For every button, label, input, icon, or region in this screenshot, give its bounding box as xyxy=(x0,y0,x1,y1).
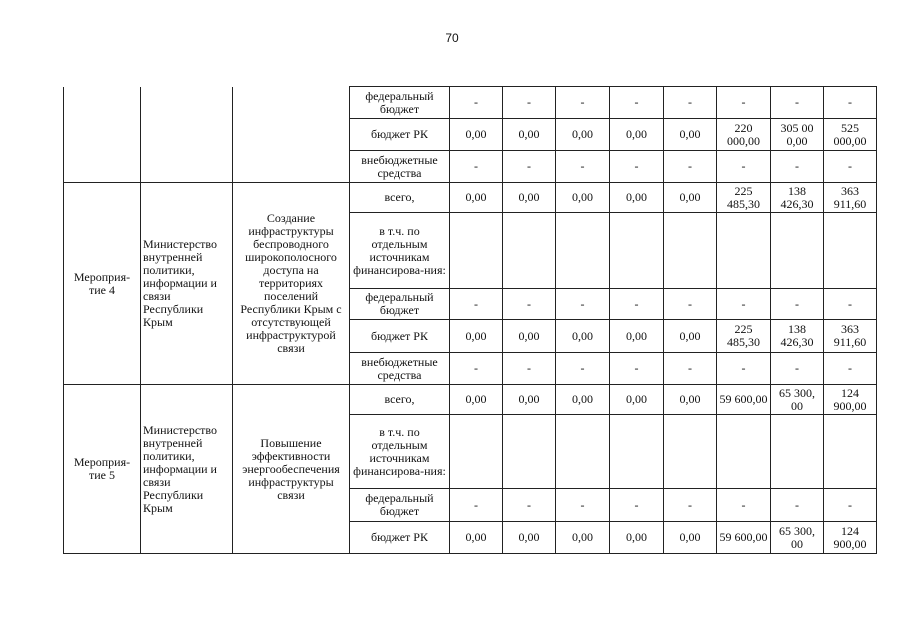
value-cell: - xyxy=(664,87,717,119)
value-cell: - xyxy=(717,489,771,522)
value-cell: 225 485,30 xyxy=(717,183,771,213)
value-cell: 0,00 xyxy=(610,385,664,415)
value-cell: - xyxy=(503,87,556,119)
value-cell: - xyxy=(556,353,610,385)
value-cell: - xyxy=(824,87,877,119)
value-cell: 0,00 xyxy=(503,119,556,151)
value-cell: 0,00 xyxy=(610,183,664,213)
value-cell xyxy=(771,213,824,289)
table-row xyxy=(64,87,877,119)
value-cell: 138 426,30 xyxy=(771,320,824,353)
value-cell: - xyxy=(610,353,664,385)
value-cell: - xyxy=(717,151,771,183)
value-cell: 0,00 xyxy=(610,522,664,554)
value-cell xyxy=(503,415,556,489)
value-cell: - xyxy=(664,489,717,522)
value-cell: 0,00 xyxy=(664,119,717,151)
source-label: бюджет РК xyxy=(350,320,450,353)
source-label: в т.ч. по отдельным источникам финансирова-ния: xyxy=(350,213,450,289)
value-cell: 124 900,00 xyxy=(824,522,877,554)
source-label: федеральный бюджет xyxy=(350,489,450,522)
value-cell: - xyxy=(771,87,824,119)
value-cell: 0,00 xyxy=(503,522,556,554)
source-label: всего, xyxy=(350,183,450,213)
value-cell: - xyxy=(556,489,610,522)
value-cell xyxy=(717,213,771,289)
source-label: внебюджетные средства xyxy=(350,353,450,385)
value-cell xyxy=(824,213,877,289)
value-cell: 0,00 xyxy=(450,522,503,554)
page-number: 70 xyxy=(445,31,459,45)
value-cell: - xyxy=(450,353,503,385)
value-cell: 0,00 xyxy=(664,385,717,415)
value-cell xyxy=(824,415,877,489)
value-cell xyxy=(664,213,717,289)
value-cell: 0,00 xyxy=(664,320,717,353)
value-cell: - xyxy=(664,353,717,385)
value-cell: 525 000,00 xyxy=(824,119,877,151)
value-cell: - xyxy=(450,289,503,320)
value-cell: - xyxy=(503,289,556,320)
value-cell: - xyxy=(503,151,556,183)
value-cell: - xyxy=(503,353,556,385)
source-label: в т.ч. по отдельным источникам финансирова-ния: xyxy=(350,415,450,489)
value-cell: - xyxy=(450,151,503,183)
value-cell: 0,00 xyxy=(610,320,664,353)
value-cell: 363 911,60 xyxy=(824,183,877,213)
value-cell: 0,00 xyxy=(556,320,610,353)
value-cell: - xyxy=(717,87,771,119)
source-label: федеральный бюджет xyxy=(350,87,450,119)
value-cell: - xyxy=(664,289,717,320)
measure-cell-empty xyxy=(64,87,141,183)
value-cell xyxy=(610,213,664,289)
source-label: федеральный бюджет xyxy=(350,289,450,320)
source-label: бюджет РК xyxy=(350,119,450,151)
executor-cell-empty xyxy=(141,87,233,183)
value-cell xyxy=(450,213,503,289)
value-cell: 0,00 xyxy=(450,320,503,353)
value-cell: - xyxy=(556,289,610,320)
value-cell: 225 485,30 xyxy=(717,320,771,353)
table-row xyxy=(64,385,877,415)
value-cell: 0,00 xyxy=(503,183,556,213)
value-cell: 0,00 xyxy=(450,183,503,213)
value-cell: - xyxy=(824,489,877,522)
value-cell xyxy=(610,415,664,489)
value-cell: - xyxy=(664,151,717,183)
value-cell: - xyxy=(717,289,771,320)
value-cell xyxy=(717,415,771,489)
value-cell: 0,00 xyxy=(556,119,610,151)
value-cell: - xyxy=(771,353,824,385)
value-cell: 0,00 xyxy=(610,119,664,151)
value-cell: - xyxy=(610,289,664,320)
value-cell: 0,00 xyxy=(450,119,503,151)
value-cell xyxy=(556,415,610,489)
table-row xyxy=(64,183,877,213)
funding-table xyxy=(63,86,877,554)
value-cell: - xyxy=(503,489,556,522)
measure-name: Мероприя-тие 4 xyxy=(64,183,141,385)
value-cell: 59 600,00 xyxy=(717,522,771,554)
value-cell: 138 426,30 xyxy=(771,183,824,213)
value-cell: 0,00 xyxy=(503,320,556,353)
measure-description: Повышение эффективности энергообеспечения инфраструктуры связи xyxy=(233,385,350,554)
value-cell: 59 600,00 xyxy=(717,385,771,415)
value-cell: 0,00 xyxy=(556,183,610,213)
value-cell: - xyxy=(771,151,824,183)
value-cell: 0,00 xyxy=(556,522,610,554)
value-cell: 0,00 xyxy=(450,385,503,415)
value-cell xyxy=(503,213,556,289)
value-cell: - xyxy=(450,87,503,119)
value-cell: - xyxy=(556,87,610,119)
source-label: бюджет РК xyxy=(350,522,450,554)
value-cell xyxy=(771,415,824,489)
value-cell: - xyxy=(771,289,824,320)
value-cell: 305 00 0,00 xyxy=(771,119,824,151)
value-cell: 363 911,60 xyxy=(824,320,877,353)
value-cell: - xyxy=(824,289,877,320)
value-cell: 0,00 xyxy=(664,522,717,554)
value-cell: - xyxy=(717,353,771,385)
value-cell: - xyxy=(610,87,664,119)
description-cell-empty xyxy=(233,87,350,183)
executor-name: Министерство внутренней политики, информации и связи Республики Крым xyxy=(141,385,233,554)
value-cell: - xyxy=(610,151,664,183)
source-label: внебюджетные средства xyxy=(350,151,450,183)
value-cell xyxy=(664,415,717,489)
value-cell: - xyxy=(450,489,503,522)
executor-name: Министерство внутренней политики, информации и связи Республики Крым xyxy=(141,183,233,385)
value-cell: 0,00 xyxy=(503,385,556,415)
value-cell: 124 900,00 xyxy=(824,385,877,415)
value-cell: 0,00 xyxy=(556,385,610,415)
value-cell: - xyxy=(556,151,610,183)
measure-name: Мероприя-тие 5 xyxy=(64,385,141,554)
measure-description: Создание инфраструктуры беспроводного широкополосного доступа на территориях поселений Республики Крым с отсутствующей инфраструктурой связи xyxy=(233,183,350,385)
value-cell xyxy=(450,415,503,489)
value-cell: 0,00 xyxy=(664,183,717,213)
value-cell: 65 300, 00 xyxy=(771,385,824,415)
value-cell xyxy=(556,213,610,289)
value-cell: - xyxy=(771,489,824,522)
value-cell: - xyxy=(610,489,664,522)
value-cell: - xyxy=(824,151,877,183)
value-cell: 220 000,00 xyxy=(717,119,771,151)
source-label: всего, xyxy=(350,385,450,415)
value-cell: 65 300, 00 xyxy=(771,522,824,554)
value-cell: - xyxy=(824,353,877,385)
